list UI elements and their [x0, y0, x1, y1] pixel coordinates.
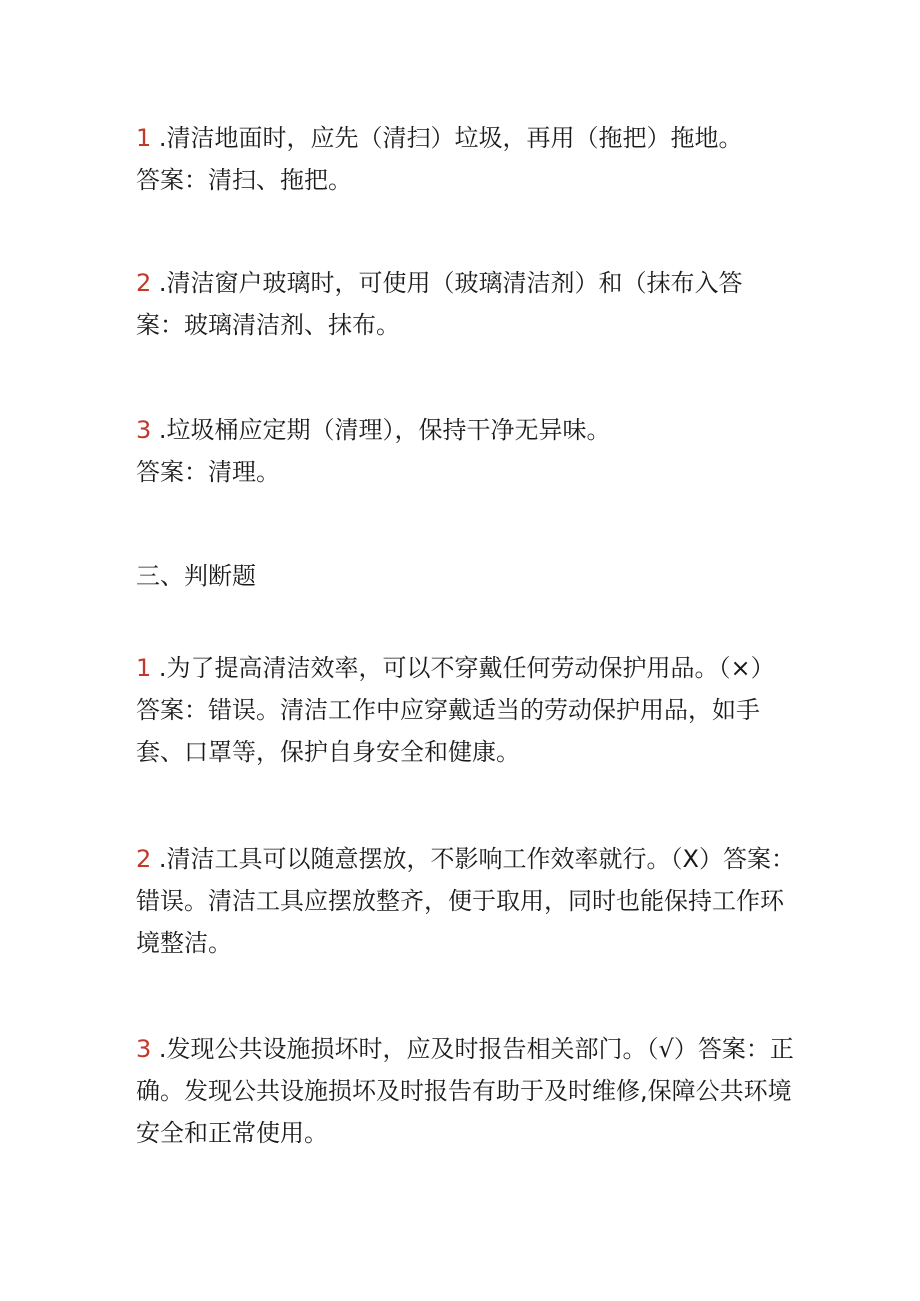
item-number: 1: [136, 654, 152, 682]
true-false-item-1: [136, 647, 796, 773]
fill-in-item-3: [136, 409, 796, 493]
item-number: 3: [136, 1035, 152, 1063]
item-answer: 案：玻璃清洁剂、抹布。: [136, 311, 400, 339]
true-false-item-3: [136, 1028, 796, 1154]
item-text: .清洁工具可以随意摆放，不影响工作效率就行。（X）答案：错误。清洁工具应摆放整齐，便于取用，同时也能保持工作环境整洁。: [136, 845, 795, 957]
item-question: .清洁地面时，应先（清扫）垃圾，再用（拖把）拖地。: [151, 124, 743, 152]
fill-in-item-2: [136, 262, 796, 346]
true-false-item-2: [136, 838, 796, 964]
item-answer: 答案：清扫、拖把。: [136, 166, 352, 194]
fill-in-item-1: [136, 117, 796, 201]
item-text: .发现公共设施损坏时，应及时报告相关部门。（√）答案：正确。发现公共设施损坏及时报告有助于及时维修,保障公共环境安全和正常使用。: [136, 1035, 794, 1147]
item-number: 3: [136, 416, 152, 444]
item-question: .清洁窗户玻璃时，可使用（玻璃清洁剂）和（抹布入答: [151, 269, 743, 297]
item-number: 1: [136, 124, 152, 152]
item-number: 2: [136, 845, 152, 873]
item-number: 2: [136, 269, 152, 297]
section-heading: 三、判断题: [136, 562, 256, 590]
item-question: .垃圾桶应定期（清理），保持干净无异味。: [151, 416, 611, 444]
item-text: .为了提高清洁效率，可以不穿戴任何劳动保护用品。（×）答案：错误。清洁工作中应穿戴适当的劳动保护用品，如手套、口罩等，保护自身安全和健康。: [136, 654, 775, 766]
item-answer: 答案：清理。: [136, 458, 280, 486]
